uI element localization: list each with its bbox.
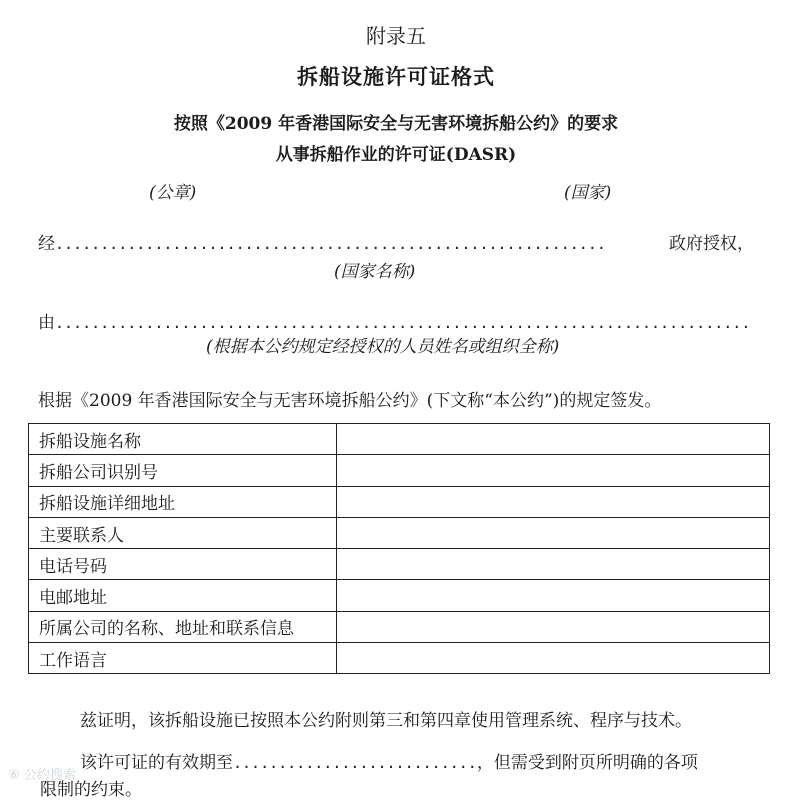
row-label: 主要联系人 [29,517,337,548]
seal-placeholder: (公章) [149,183,197,203]
table-row [29,611,770,642]
subtitle-line-1: 按照《2009 年香港国际安全与无害环境拆船公约》的要求 [173,114,619,134]
row-value [337,424,770,455]
watermark-logo: ⑥ 公约搜索 [8,768,76,783]
by-prefix: 由 [38,313,55,333]
row-label: 所属公司的名称、地址和联系信息 [29,611,337,642]
validity-prefix: 该许可证的有效期至 [80,753,233,773]
authorized-person-placeholder: (根据本公约规定经授权的人员姓名或组织全称) [206,337,560,357]
page-title: 拆船设施许可证格式 [297,64,495,89]
issued-by-line [38,308,750,333]
country-name-placeholder: (国家名称) [334,262,416,282]
validity-fill-dots: ........................... [233,754,477,772]
country-fill-dots: ............................................................. [55,235,606,253]
row-label: 拆船设施名称 [29,424,337,455]
row-value [337,517,770,548]
validity-suffix: ，但需受到附页所明确的各项 [476,753,698,773]
table-row [29,455,770,486]
row-value [337,580,770,611]
table-row [29,549,770,580]
row-value [337,455,770,486]
via-prefix: 经 [38,234,55,254]
row-value [337,549,770,580]
table-row [29,486,770,517]
validity-line-2: 限制的约束。 [40,780,142,800]
validity-line [80,748,698,773]
certification-statement: 兹证明，该拆船设施已按照本公约附则第三和第四章使用管理系统、程序与技术。 [80,711,692,731]
facility-info-table [28,423,770,674]
row-label: 电话号码 [29,549,337,580]
issuer-fill-dots: ............................................................................. [55,314,751,332]
subtitle-line-2: 从事拆船作业的许可证(DASR) [275,145,517,165]
via-suffix: 政府授权， [669,234,754,254]
table-row [29,643,770,674]
row-value [337,486,770,517]
row-label: 拆船设施详细地址 [29,486,337,517]
row-value [337,643,770,674]
country-placeholder: (国家) [564,183,612,203]
row-value [337,611,770,642]
table-row [29,580,770,611]
basis-statement: 根据《2009 年香港国际安全与无害环境拆船公约》(下文称“本公约”)的规定签发。 [38,391,662,411]
table-row [29,424,770,455]
row-label: 工作语言 [29,643,337,674]
row-label: 电邮地址 [29,580,337,611]
appendix-label: 附录五 [366,24,426,48]
row-label: 拆船公司识别号 [29,455,337,486]
table-row [29,517,770,548]
authorized-by-government-line [38,229,606,254]
